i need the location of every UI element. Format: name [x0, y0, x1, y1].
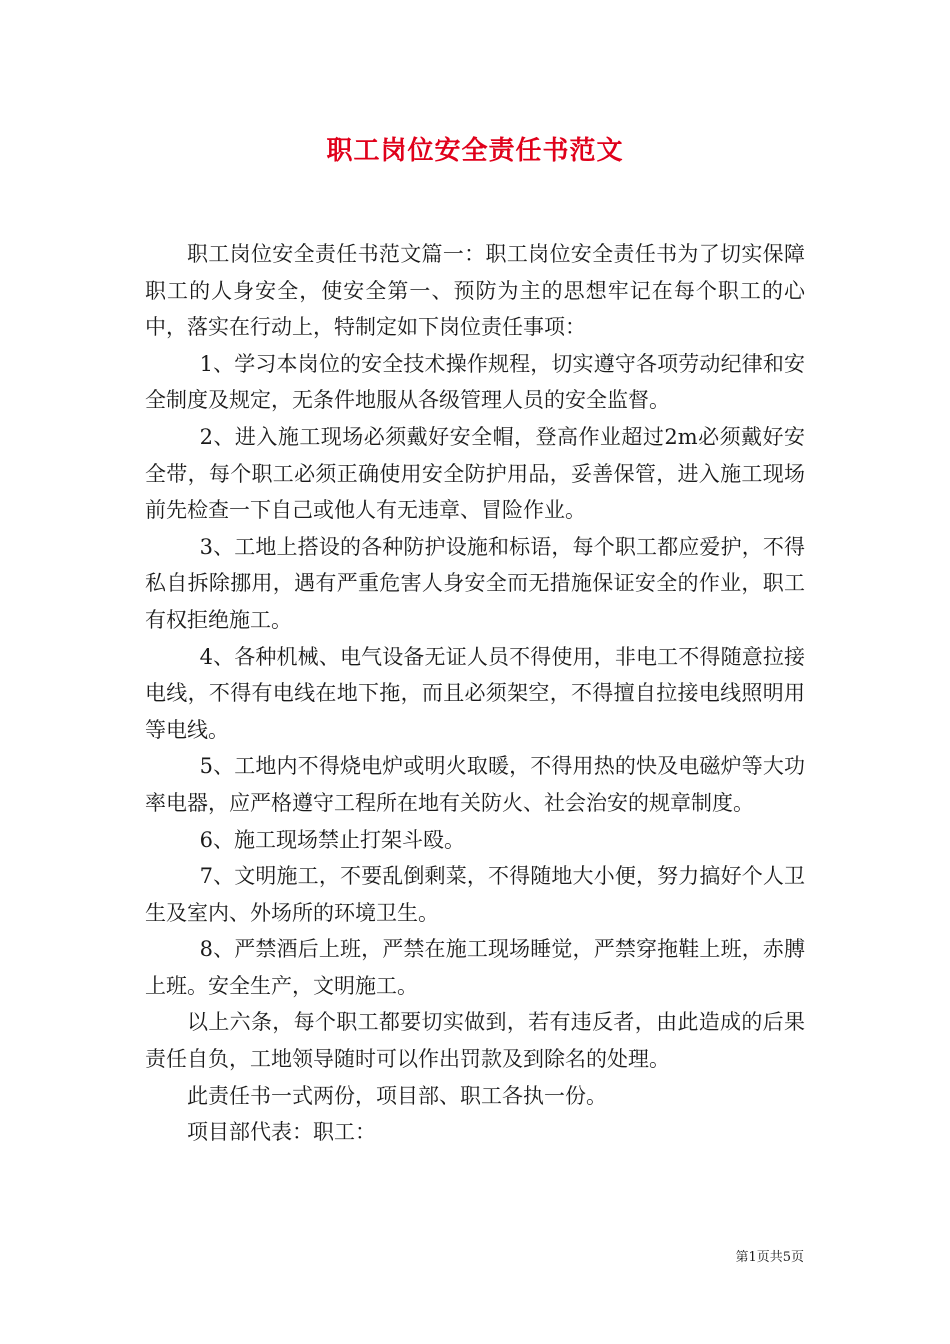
- clause-5: 5、工地内不得烧电炉或明火取暖，不得用热的快及电磁炉等大功率电器，应严格遵守工程所在地有关防火、社会治安的规章制度。: [145, 754, 805, 815]
- page-number: 第1页共5页: [735, 1250, 804, 1265]
- document-body: [145, 236, 805, 1151]
- clause-7: 7、文明施工，不要乱倒剩菜，不得随地大小便，努力搞好个人卫生及室内、外场所的环境卫生。: [145, 864, 805, 925]
- clause-3: 3、工地上搭设的各种防护设施和标语，每个职工都应爱护，不得私自拆除挪用，遇有严重危害人身安全而无措施保证安全的作业，职工有权拒绝施工。: [145, 534, 805, 632]
- clause-2: 2、进入施工现场必须戴好安全帽，登高作业超过2m必须戴好安全带，每个职工必须正确使用安全防护用品，妥善保管，进入施工现场前先检查一下自己或他人有无违章、冒险作业。: [145, 424, 805, 523]
- clause-6: 6、施工现场禁止打架斗殴。: [199, 827, 465, 852]
- document-title: 职工岗位安全责任书范文: [326, 136, 624, 166]
- closing-paragraph: 以上六条，每个职工都要切实做到，若有违反者，由此造成的后果责任自负，工地领导随时可以作出罚款及到除名的处理。: [145, 1010, 805, 1072]
- clause-4: 4、各种机械、电气设备无证人员不得使用，非电工不得随意拉接电线，不得有电线在地下拖，而且必须架空，不得擅自拉接电线照明用等电线。: [145, 644, 805, 742]
- signature-line: 项目部代表：职工：: [187, 1120, 376, 1145]
- clause-8: 8、严禁酒后上班，严禁在施工现场睡觉，严禁穿拖鞋上班，赤膊上班。安全生产，文明施工。: [145, 937, 805, 998]
- intro-paragraph: 职工岗位安全责任书范文篇一：职工岗位安全责任书为了切实保障职工的人身安全，使安全第一、预防为主的思想牢记在每个职工的心中，落实在行动上，特制定如下岗位责任事项：: [145, 242, 805, 340]
- copies-paragraph: 此责任书一式两份，项目部、职工各执一份。: [187, 1083, 607, 1108]
- clause-1: 1、学习本岗位的安全技术操作规程，切实遵守各项劳动纪律和安全制度及规定，无条件地服从各级管理人员的安全监督。: [145, 351, 805, 413]
